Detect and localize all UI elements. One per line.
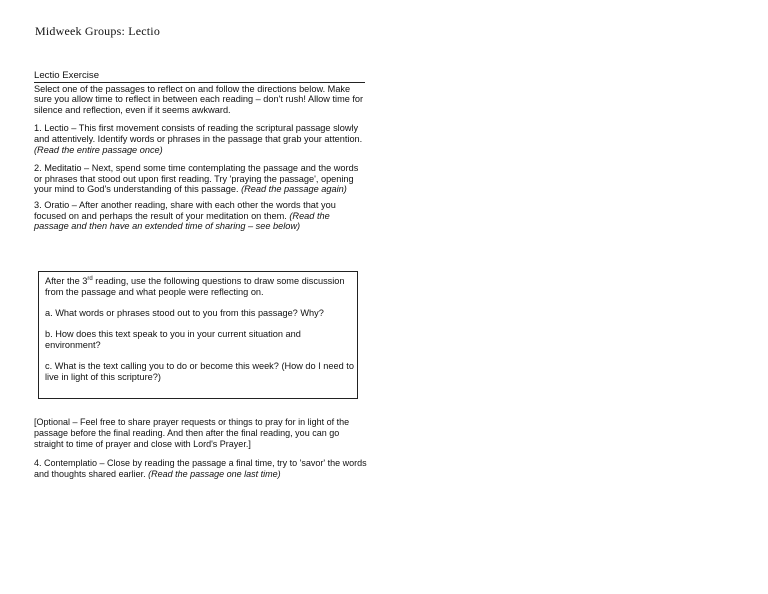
discussion-intro [45,276,357,298]
step-text: 4. Contemplatio – Close by reading the passage a final time, try to 'savor' the words and thoughts shared earlier. [34,458,367,480]
page-title: Midweek Groups: Lectio [35,24,161,38]
step-text: 1. Lectio – This first movement consists of reading the scriptural passage slowly and attentively. Identify words or phrases in the passage that grab your attention. [34,123,363,144]
step-instruction: (Read the passage again) [241,184,347,195]
step-lectio [34,123,366,155]
discussion-intro-end: reading, use the following questions to draw some discussion from the passage and what people were reflecting on. [45,276,345,297]
ordinal-superscript: rd [87,275,93,282]
section-heading: Lectio Exercise [34,71,365,83]
step-contemplatio [34,458,368,480]
closing-section [34,417,368,489]
step-text: 2. Meditatio – Next, spend some time contemplating the passage and the words or phrases that stood out upon first reading. Try 'praying the passage', opening your mind to God's understanding of this passage. [34,163,359,195]
discussion-question-b: b. How does this text speak to you in your current situation and environment? [45,329,301,350]
discussion-question-c: c. What is the text calling you to do or become this week? (How do I need to live in light of this scripture?) [45,361,354,382]
discussion-question-a: a. What words or phrases stood out to you from this passage? Why? [45,308,324,318]
step-instruction: (Read the entire passage once) [34,144,163,155]
step-text: 3. Oratio – After another reading, share with each other the words that you focused on and perhaps the result of your meditation on them. [34,199,336,221]
exercise-section [34,71,366,240]
intro-paragraph: Select one of the passages to reflect on and follow the directions below. Make sure you allow time to reflect in between each reading – don't rush! Allow time for silence and reflection, even if it seems awkward. [34,83,364,115]
step-instruction: (Read the passage one last time) [148,469,281,480]
step-instruction: (Read the passage and then have an extended time of sharing – see below) [34,210,330,232]
discussion-intro-start: After the 3 [45,276,88,286]
step-oratio [34,200,366,232]
optional-note: [Optional – Feel free to share prayer requests or things to pray for in light of the passage before the final reading. And then after the final reading, you can go straight to time of prayer and close with Lord's Prayer.] [34,417,350,449]
step-meditatio [34,163,366,195]
discussion-box [38,271,358,399]
